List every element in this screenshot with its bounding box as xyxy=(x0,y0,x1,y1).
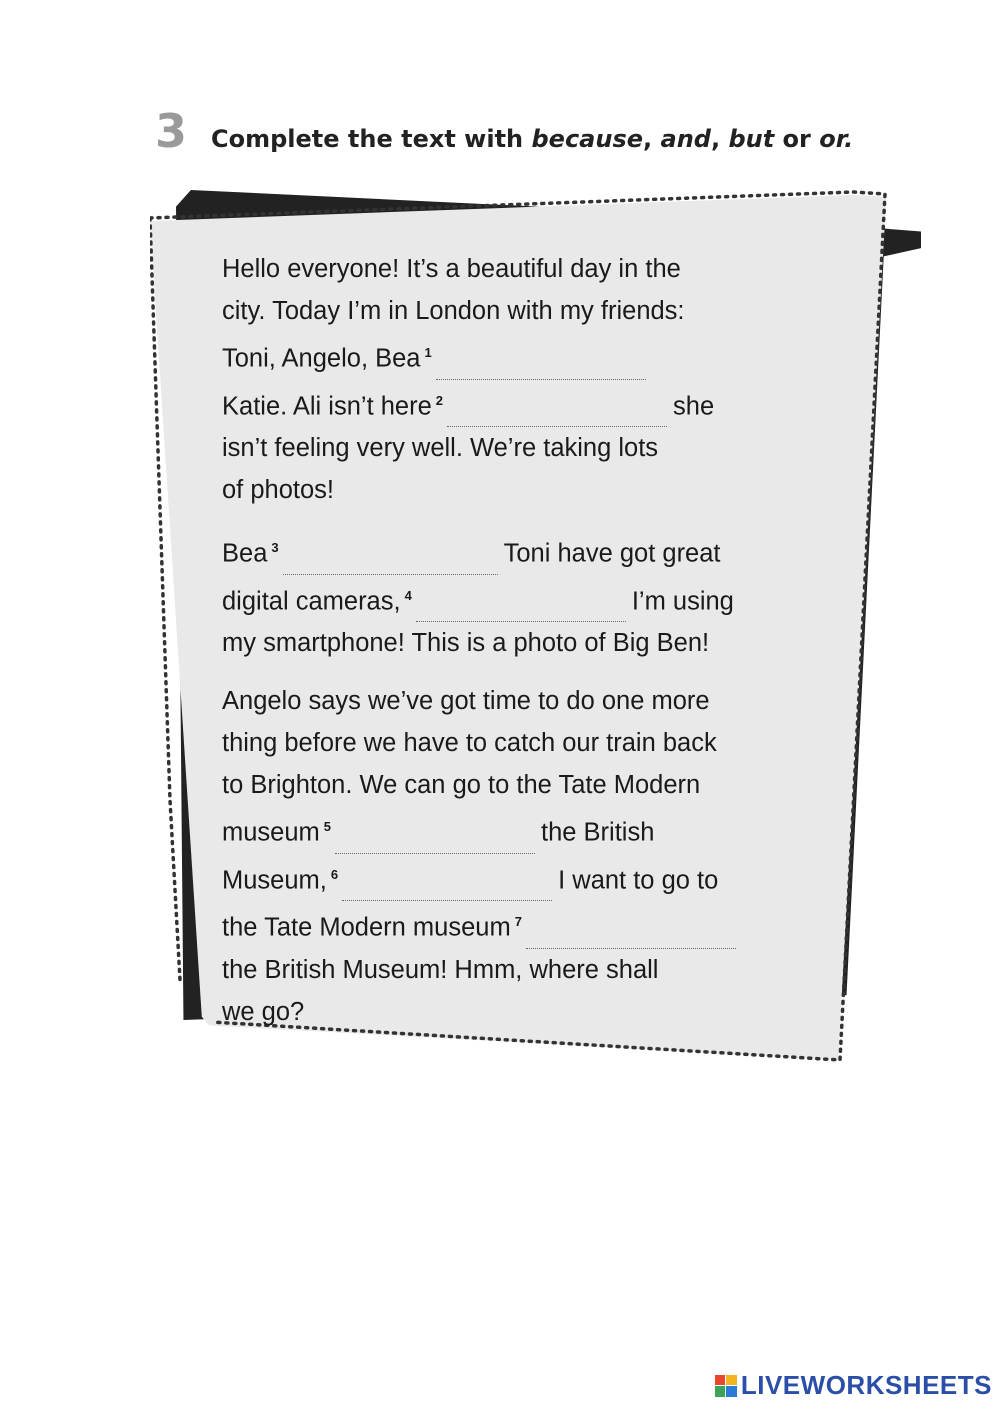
answer-blank-3[interactable] xyxy=(283,544,498,575)
answer-blank-2[interactable] xyxy=(447,396,667,427)
gap-number: 7 xyxy=(514,914,522,929)
answer-blank-7[interactable] xyxy=(526,918,736,949)
liveworksheets-wordmark: LIVEWORKSHEETS xyxy=(740,1370,992,1400)
answer-blank-1[interactable] xyxy=(436,349,646,380)
word-or: or. xyxy=(819,125,854,153)
gap-number: 1 xyxy=(424,345,432,360)
exercise-heading xyxy=(155,104,854,158)
paragraph-2: Bea $^3$ Toni have got great digital cameras, $^4$ I’m using my smartphone! This is a photo of Big Ben! xyxy=(222,539,734,657)
answer-blank-5[interactable] xyxy=(335,823,535,854)
gap-number: 4 xyxy=(404,587,412,603)
gap-number: 3 xyxy=(271,540,279,555)
word-because: because xyxy=(531,125,644,153)
letter-text xyxy=(222,248,812,1049)
liveworksheets-icon xyxy=(715,1375,737,1397)
answer-blank-6[interactable] xyxy=(342,870,552,901)
gap-number: 5 xyxy=(323,819,332,834)
word-but: but xyxy=(728,125,775,153)
exercise-number: 3 xyxy=(155,104,188,158)
liveworksheets-logo[interactable] xyxy=(715,1370,992,1401)
answer-blank-4[interactable] xyxy=(416,591,626,622)
paragraph-1: Hello everyone! It’s a beautiful day in the city. Today I’m in London with my friends: Toni, Angelo, Bea $^1$ Katie. Ali isn’t here $^2$ she isn’t feeling very well. We’re taking lots of photos! xyxy=(222,255,715,504)
gap-number: 6 xyxy=(330,866,339,882)
gap-number: 2 xyxy=(435,392,444,408)
exercise-instruction: Complete the text with because, and, but or or. xyxy=(211,125,854,153)
word-and: and xyxy=(660,125,711,153)
paragraph-3: Angelo says we’ve got time to do one more thing before we have to catch our train back to Brighton. We can go to the Tate Modern museum $^5$ the British Museum, $^6$ I want to go to the Tate Modern museum $^7$ the British Museum! Hmm, where shall we go? xyxy=(222,680,812,1033)
